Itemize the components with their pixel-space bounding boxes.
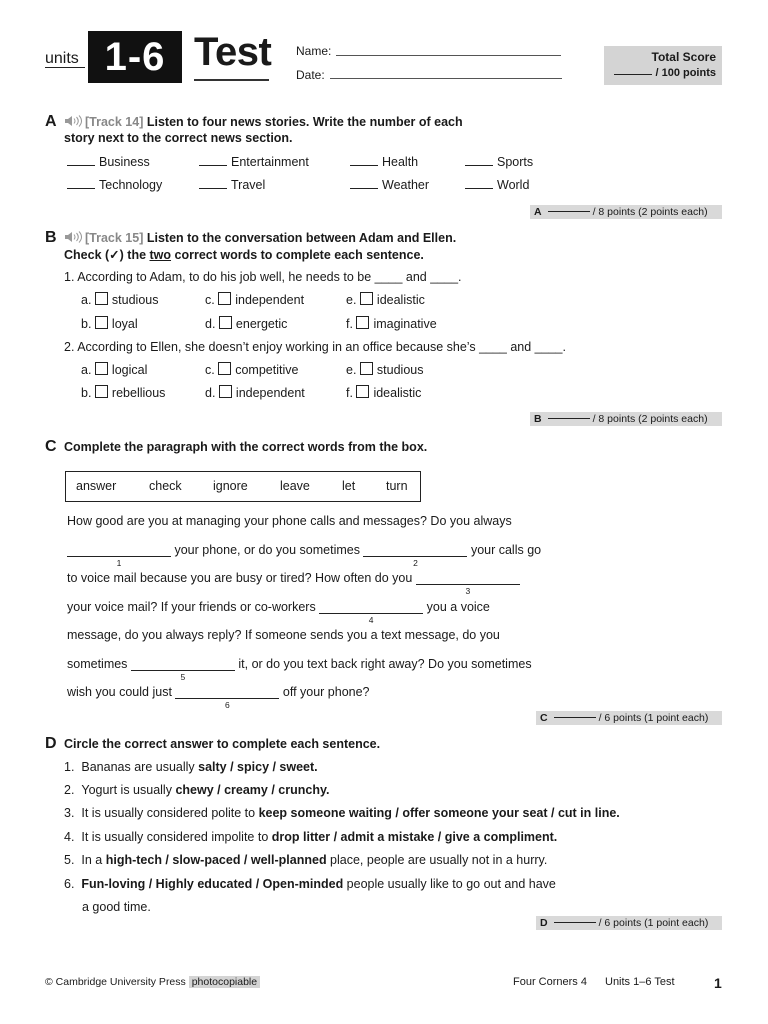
option-item[interactable]: b. loyal (81, 317, 138, 331)
option-item[interactable]: a. studious (81, 293, 159, 307)
word-box-item: ignore (213, 479, 248, 493)
units-underline (45, 67, 85, 68)
date-field[interactable] (330, 78, 562, 79)
paragraph-line: How good are you at managing your phone calls and messages? Do you always (67, 514, 512, 528)
section-a-points: A / 8 points (2 points each) (530, 205, 722, 219)
answer-choices[interactable]: salty / spicy / sweet. (198, 760, 318, 774)
answer-choices[interactable]: high-tech / slow-paced / well-planned (105, 853, 327, 867)
section-b-track: [Track 15] (85, 231, 144, 245)
news-item[interactable]: Health (350, 155, 418, 169)
name-label: Name: (296, 44, 332, 58)
section-d-question-continued: a good time. (82, 900, 151, 914)
section-d-letter: D (45, 735, 57, 752)
section-c-instruction: Complete the paragraph with the correct words from the box. (64, 440, 428, 454)
option-item[interactable]: e. idealistic (346, 293, 425, 307)
section-a-instruction-line1 (64, 115, 463, 129)
answer-choices[interactable]: chewy / creamy / crunchy. (175, 783, 330, 797)
footer-book: Four Corners 4 (513, 976, 587, 988)
footer-copyright: © Cambridge University Press photocopiable (45, 976, 260, 988)
section-d-question: 2. Yogurt is usually chewy / creamy / crunchy. (64, 783, 330, 797)
answer-choices[interactable]: Fun-loving / Highly educated / Open-minded (81, 877, 344, 891)
section-b-points: B / 8 points (2 points each) (530, 412, 722, 426)
section-a-letter: A (45, 113, 57, 130)
answer-choices[interactable]: keep someone waiting / offer someone your seat / cut in line. (258, 806, 620, 820)
paragraph-line: sometimes 5 it, or do you text back right away? Do you sometimes (67, 657, 532, 682)
test-title: Test (194, 30, 272, 74)
section-b-question-2: 2. According to Ellen, she doesn’t enjoy working in an office because she’s ____ and ____. (64, 340, 566, 354)
option-item[interactable]: c. competitive (205, 363, 299, 377)
section-d-points: D / 6 points (1 point each) (536, 916, 722, 930)
option-item[interactable]: c. independent (205, 293, 305, 307)
section-c-points: C / 6 points (1 point each) (536, 711, 722, 725)
test-title-underline (194, 79, 269, 81)
section-d-instruction: Circle the correct answer to complete each sentence. (64, 737, 381, 751)
total-score-blank[interactable] (614, 74, 652, 75)
gap-1[interactable]: 1 (67, 545, 171, 557)
date-label: Date: (296, 68, 325, 82)
section-d-question: 1. Bananas are usually salty / spicy / sweet. (64, 760, 318, 774)
total-score-box (604, 46, 722, 85)
total-score-title: Total Score (651, 50, 716, 64)
section-d-question: 5. In a high-tech / slow-paced / well-planned place, people are usually not in a hurry. (64, 853, 548, 867)
gap-3[interactable]: 3 (416, 573, 520, 585)
total-score-points: / 100 points (655, 67, 716, 79)
option-item[interactable]: f. idealistic (346, 386, 422, 400)
news-item[interactable]: World (465, 178, 529, 192)
section-c-score-blank[interactable] (554, 717, 596, 718)
section-c-letter: C (45, 438, 57, 455)
word-box-item: leave (280, 479, 310, 493)
section-b-score-blank[interactable] (548, 418, 590, 419)
paragraph-line: message, do you always reply? If someone sends you a text message, do you (67, 628, 500, 642)
page-number: 1 (714, 975, 722, 991)
word-box-item: turn (386, 479, 408, 493)
gap-6[interactable]: 6 (175, 687, 279, 699)
option-item[interactable]: d. independent (205, 386, 305, 400)
news-item[interactable]: Business (67, 155, 150, 169)
option-item[interactable]: e. studious (346, 363, 424, 377)
option-item[interactable]: f. imaginative (346, 317, 437, 331)
speaker-icon (64, 231, 82, 243)
section-b-instruction-line2: Check (✓) the two correct words to complete each sentence. (64, 248, 424, 262)
news-item[interactable]: Entertainment (199, 155, 309, 169)
paragraph-line: wish you could just 6 off your phone? (67, 685, 370, 710)
photocopiable-badge: photocopiable (189, 976, 260, 988)
units-label: units (45, 50, 79, 67)
section-b-question-1: 1. According to Adam, to do his job well, he needs to be ____ and ____. (64, 270, 462, 284)
word-box-item: check (149, 479, 182, 493)
option-item[interactable]: b. rebellious (81, 386, 166, 400)
section-a-score-blank[interactable] (548, 211, 590, 212)
answer-choices[interactable]: drop litter / admit a mistake / give a compliment. (271, 830, 558, 844)
news-item[interactable]: Weather (350, 178, 429, 192)
gap-2[interactable]: 2 (363, 545, 467, 557)
section-b-letter: B (45, 229, 57, 246)
news-item[interactable]: Sports (465, 155, 533, 169)
paragraph-line: your voice mail? If your friends or co-workers 4 you a voice (67, 600, 490, 625)
section-a-instruction-line2: story next to the correct news section. (64, 131, 293, 145)
paragraph-line: 1 your phone, or do you sometimes 2 your calls go (67, 543, 541, 557)
section-b-instruction-text: Listen to the conversation between Adam and Ellen. (146, 231, 457, 245)
news-item[interactable]: Technology (67, 178, 162, 192)
news-item[interactable]: Travel (199, 178, 265, 192)
section-d-question: 4. It is usually considered impolite to drop litter / admit a mistake / give a compliment. (64, 830, 558, 844)
option-item[interactable]: d. energetic (205, 317, 288, 331)
section-a-track: [Track 14] (85, 115, 144, 129)
gap-5[interactable]: 5 (131, 659, 235, 671)
footer-test-name: Units 1–6 Test (605, 976, 675, 988)
speaker-icon (64, 115, 82, 127)
section-b-instruction-line1 (64, 231, 456, 245)
units-range-box: 1-6 (88, 31, 182, 83)
gap-4[interactable]: 4 (319, 602, 423, 614)
section-d-question: 6. Fun-loving / Highly educated / Open-minded people usually like to go out and have (64, 877, 556, 891)
name-field[interactable] (336, 55, 561, 56)
paragraph-line: to voice mail because you are busy or tired? How often do you 3 (67, 571, 520, 585)
section-d-question: 3. It is usually considered polite to keep someone waiting / offer someone your seat / cut in line. (64, 806, 620, 820)
word-box-item: let (342, 479, 356, 493)
section-d-score-blank[interactable] (554, 922, 596, 923)
section-a-instruction-text: Listen to four news stories. Write the number of each (146, 115, 463, 129)
total-score-line (614, 67, 716, 79)
word-box-item: answer (76, 479, 117, 493)
check-mark-icon: ✓ (109, 248, 120, 262)
word-box (65, 471, 421, 502)
option-item[interactable]: a. logical (81, 363, 148, 377)
